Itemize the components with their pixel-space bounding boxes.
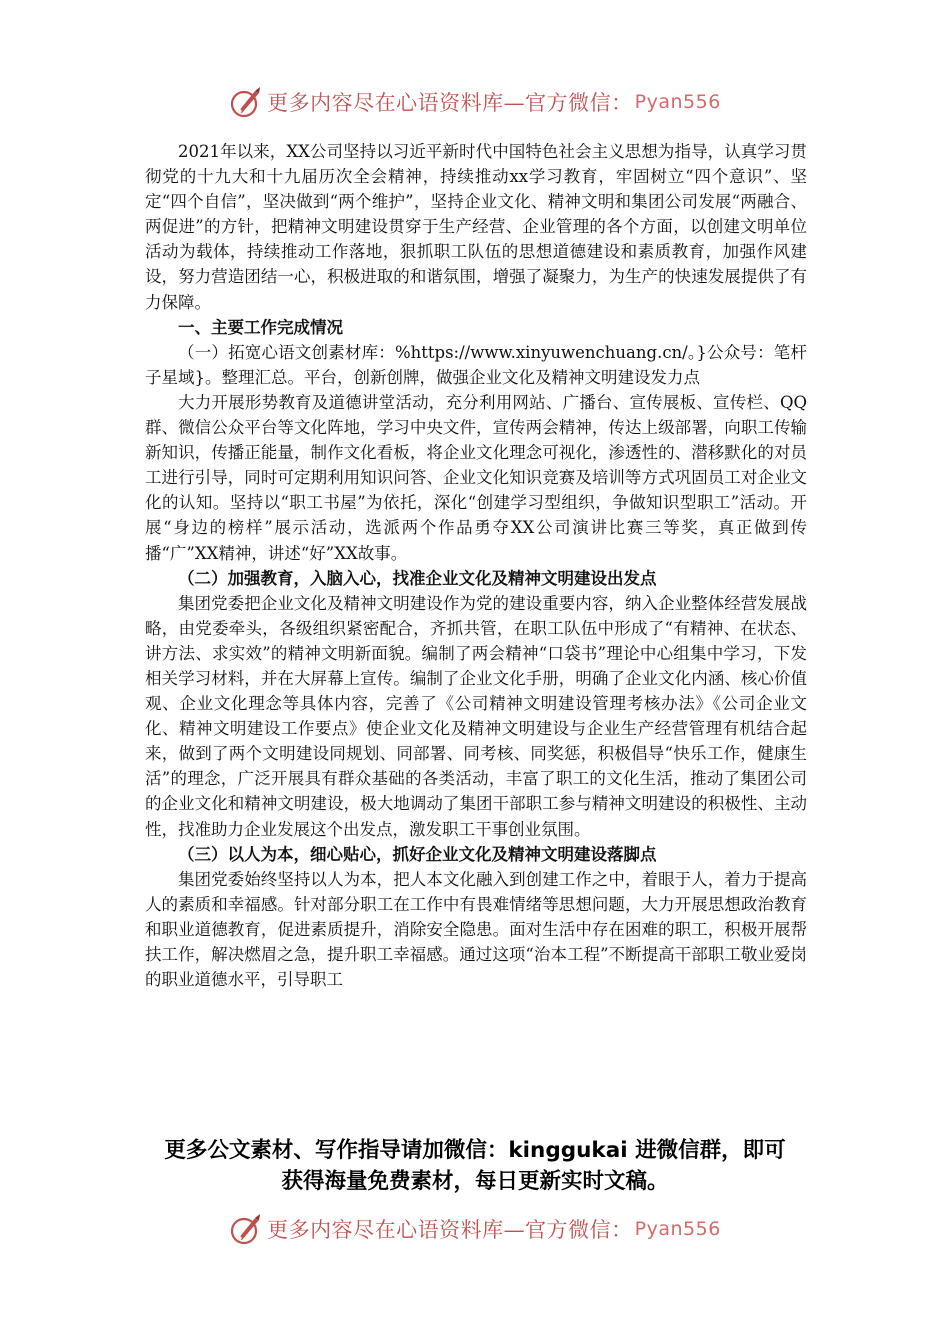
footer-banner[interactable]	[0, 1209, 950, 1249]
document-body	[145, 139, 807, 992]
intro-paragraph: 2021年以来，XX公司坚持以习近平新时代中国特色社会主义思想为指导，认真学习贯彻党的十九大和十九届历次全会精神，持续推动xx学习教育，牢固树立“四个意识”、坚定“四个自信”，坚决做到“两个维护”，坚持企业文化、精神文明和集团公司发展“两融合、两促进”的方针，把精神文明建设贯穿于生产经营、企业管理的各个方面，以创建文明单位活动为载体，持续推动工作落地，狠抓职工队伍的思想道德建设和素质教育，加强作风建设，努力营造团结一心，积极进取的和谐氛围，增强了凝聚力，为生产的快速发展提供了有力保障。	[145, 142, 807, 312]
banner-text: 更多内容尽在心语资料库—官方微信：	[267, 1218, 633, 1242]
subsection-body-2: 集团党委把企业文化及精神文明建设作为党的建设重要内容，纳入企业整体经营发展战略，由党委牵头，各级组织紧密配合，齐抓共管，在职工队伍中形成了“有精神、在状态、讲方法、求实效”的精神文明新面貌。编制了两会精神“口袋书”理论中心组集中学习，下发相关学习材料，并在大屏幕上宣传。编制了企业文化手册，明确了企业文化内涵、核心价值观、企业文化理念等具体内容，完善了《公司精神文明建设管理考核办法》《公司企业文化、精神文明建设工作要点》使企业文化及精神文明建设与企业生产经营管理有机结合起来，做到了两个文明建设同规划、同部署、同考核、同奖惩，积极倡导“快乐工作，健康生活”的理念，广泛开展具有群众基础的各类活动，丰富了职工的文化生活，推动了集团公司的企业文化和精神文明建设，极大地调动了集团干部职工参与精神文明建设的积极性、主动性，找准助力企业发展这个出发点，激发职工干事创业氛围。	[145, 593, 807, 839]
promo-notice	[120, 1135, 830, 1197]
section-heading-1: 一、主要工作完成情况	[178, 317, 343, 337]
banner-wechat-id: Pyan556	[634, 91, 721, 113]
header-banner[interactable]	[0, 82, 950, 122]
subsection-body-1: 大力开展形势教育及道德讲堂活动，充分利用网站、广播台、宣传展板、宣传栏、QQ群、微信公众平台等文化阵地，学习中央文件，宣传两会精神，传达上级部署，向职工传输新知识，传播正能量，制作文化看板，将企业文化理念可视化，渗透性的、潜移默化的对员工进行引导，同时可定期利用知识问答、企业文化知识竞赛及培训等方式巩固员工对企业文化的认知。坚持以“职工书屋”为依托，深化“创建学习型组织，争做知识型职工”活动。开展“身边的榜样”展示活动，选派两个作品勇夺XX公司演讲比赛三等奖，真正做到传播“广”XX精神，讲述“好”XX故事。	[145, 392, 807, 563]
promo-line-2: 获得海量免费素材，每日更新实时文稿。	[281, 1169, 669, 1194]
banner-text: 更多内容尽在心语资料库—官方微信：	[267, 91, 633, 115]
subsection-heading-1: （一）拓宽心语文创素材库：%https://www.xinyuwenchuang.cn/。}公众号：笔杆子星域}。整理汇总。平台，创新创牌，做强企业文化及精神文明建设发力点	[145, 342, 807, 387]
promo-line-1: 更多公文素材、写作指导请加微信：kinggukai 进微信群，即可	[164, 1138, 786, 1163]
quill-pen-logo-icon	[229, 1212, 263, 1246]
quill-pen-logo-icon	[229, 85, 263, 119]
banner-wechat-id: Pyan556	[634, 1218, 721, 1240]
subsection-heading-3: （三）以人为本，细心贴心，抓好企业文化及精神文明建设落脚点	[178, 844, 657, 864]
subsection-heading-2: （二）加强教育，入脑入心，找准企业文化及精神文明建设出发点	[178, 568, 657, 588]
subsection-body-3: 集团党委始终坚持以人为本，把人本文化融入到创建工作之中，着眼于人，着力于提高人的素质和幸福感。针对部分职工在工作中有畏难情绪等思想问题，大力开展思想政治教育和职业道德教育，促进素质提升，消除安全隐患。面对生活中存在困难的职工，积极开展帮扶工作，解决燃眉之急，提升职工幸福感。通过这项“治本工程”不断提高干部职工敬业爱岗的职业道德水平，引导职工	[145, 869, 807, 990]
